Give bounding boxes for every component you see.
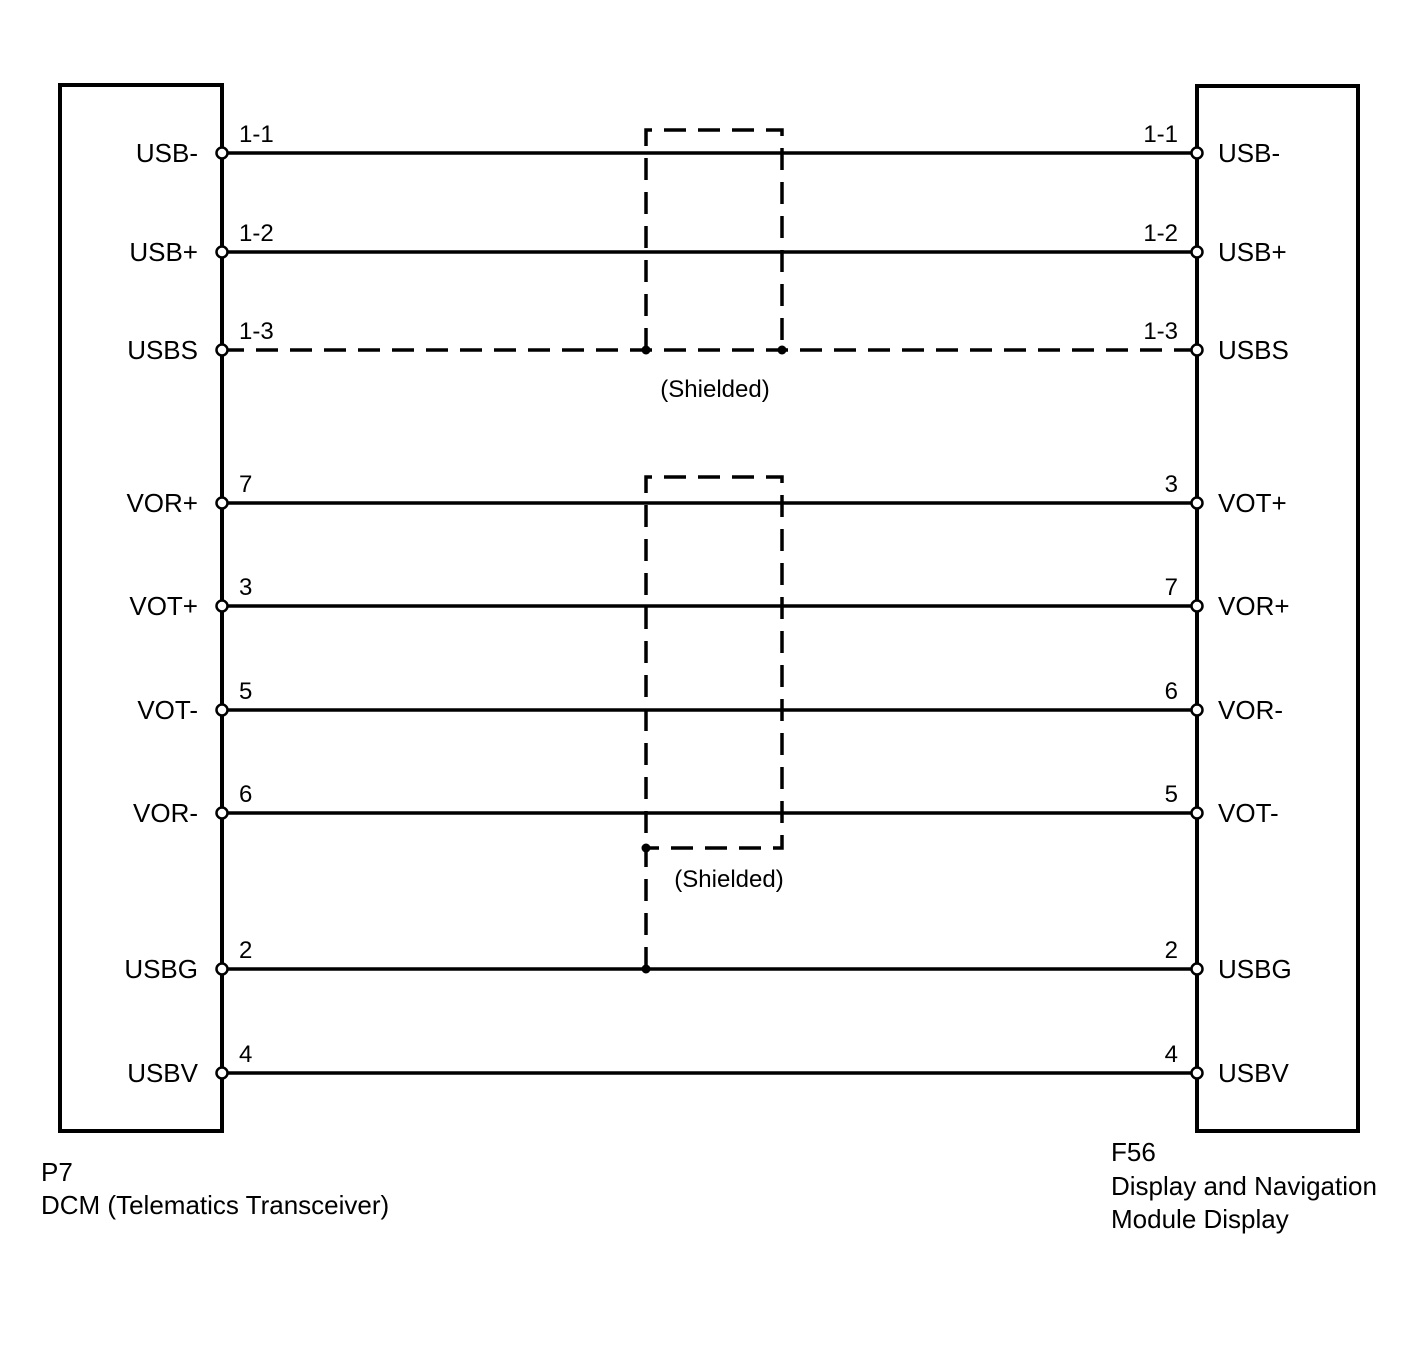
right-terminal	[1192, 601, 1203, 612]
left-terminal	[217, 601, 228, 612]
right-pin-label: 5	[1164, 781, 1178, 808]
right-pin-label: 3	[1164, 471, 1178, 498]
left-signal-label: USBV	[127, 1058, 198, 1088]
right-pin-label: 1-3	[1143, 318, 1178, 345]
right-signal-label: VOT+	[1218, 488, 1287, 518]
left-pin-label: 2	[239, 937, 253, 964]
left-signal-label: USB-	[135, 138, 198, 168]
right-signal-label: USB-	[1218, 138, 1281, 168]
left-connector-code: P7	[41, 1157, 73, 1187]
shield-usb-junction-right	[778, 346, 787, 355]
right-signal-label: USBV	[1218, 1058, 1289, 1088]
right-terminal	[1192, 1068, 1203, 1079]
left-pin-label: 6	[239, 781, 253, 808]
shield-usb-junction-left	[642, 346, 651, 355]
right-signal-label: VOR-	[1218, 695, 1283, 725]
shield-video-outline	[646, 477, 782, 969]
right-signal-label: USBS	[1218, 335, 1289, 365]
left-terminal	[217, 247, 228, 258]
left-pin-label: 1-2	[239, 220, 274, 247]
wires-layer	[124, 121, 1291, 1088]
left-pin-label: 7	[239, 471, 253, 498]
left-pin-label: 5	[239, 678, 253, 705]
left-terminal	[217, 498, 228, 509]
wire-row	[124, 937, 1291, 984]
left-terminal	[217, 964, 228, 975]
left-signal-label: USB+	[129, 237, 198, 267]
right-pin-label: 6	[1164, 678, 1178, 705]
shield-video-junction-ground	[642, 965, 651, 974]
left-pin-label: 1-1	[239, 121, 274, 148]
left-terminal	[217, 808, 228, 819]
shield-usb	[642, 130, 787, 403]
right-signal-label: VOT-	[1218, 798, 1279, 828]
left-pin-label: 1-3	[239, 318, 274, 345]
right-connector-name-line1: Display and Navigation	[1111, 1171, 1377, 1201]
right-terminal	[1192, 964, 1203, 975]
right-terminal	[1192, 247, 1203, 258]
left-terminal	[217, 148, 228, 159]
right-terminal	[1192, 148, 1203, 159]
left-signal-label: VOT-	[137, 695, 198, 725]
wire-row	[137, 678, 1283, 725]
right-terminal	[1192, 808, 1203, 819]
shield-video-label: (Shielded)	[674, 866, 784, 893]
left-signal-label: VOR+	[126, 488, 198, 518]
right-connector-code: F56	[1111, 1137, 1156, 1167]
left-signal-label: USBG	[124, 954, 198, 984]
left-signal-label: VOT+	[129, 591, 198, 621]
right-pin-label: 1-1	[1143, 121, 1178, 148]
right-terminal	[1192, 498, 1203, 509]
wire-row	[136, 121, 1280, 168]
left-pin-label: 4	[239, 1041, 253, 1068]
wire-row	[129, 220, 1286, 267]
shield-video-junction-top	[642, 844, 651, 853]
right-pin-label: 4	[1164, 1041, 1178, 1068]
shield-video	[642, 477, 784, 974]
shield-usb-label: (Shielded)	[660, 376, 770, 403]
left-pin-label: 3	[239, 574, 253, 601]
left-terminal	[217, 345, 228, 356]
right-terminal	[1192, 705, 1203, 716]
wire-row	[133, 781, 1279, 828]
wire-row	[127, 1041, 1289, 1088]
wire-row	[127, 318, 1289, 365]
right-pin-label: 1-2	[1143, 220, 1178, 247]
wire-row	[129, 574, 1289, 621]
right-connector-name-line2: Module Display	[1111, 1204, 1289, 1234]
right-pin-label: 7	[1164, 574, 1178, 601]
shield-usb-outline	[646, 130, 782, 350]
right-signal-label: VOR+	[1218, 591, 1290, 621]
left-signal-label: VOR-	[133, 798, 198, 828]
right-terminal	[1192, 345, 1203, 356]
right-signal-label: USBG	[1218, 954, 1292, 984]
left-signal-label: USBS	[127, 335, 198, 365]
left-terminal	[217, 1068, 228, 1079]
left-connector-name: DCM (Telematics Transceiver)	[41, 1190, 390, 1220]
left-terminal	[217, 705, 228, 716]
right-pin-label: 2	[1164, 937, 1178, 964]
right-signal-label: USB+	[1218, 237, 1287, 267]
